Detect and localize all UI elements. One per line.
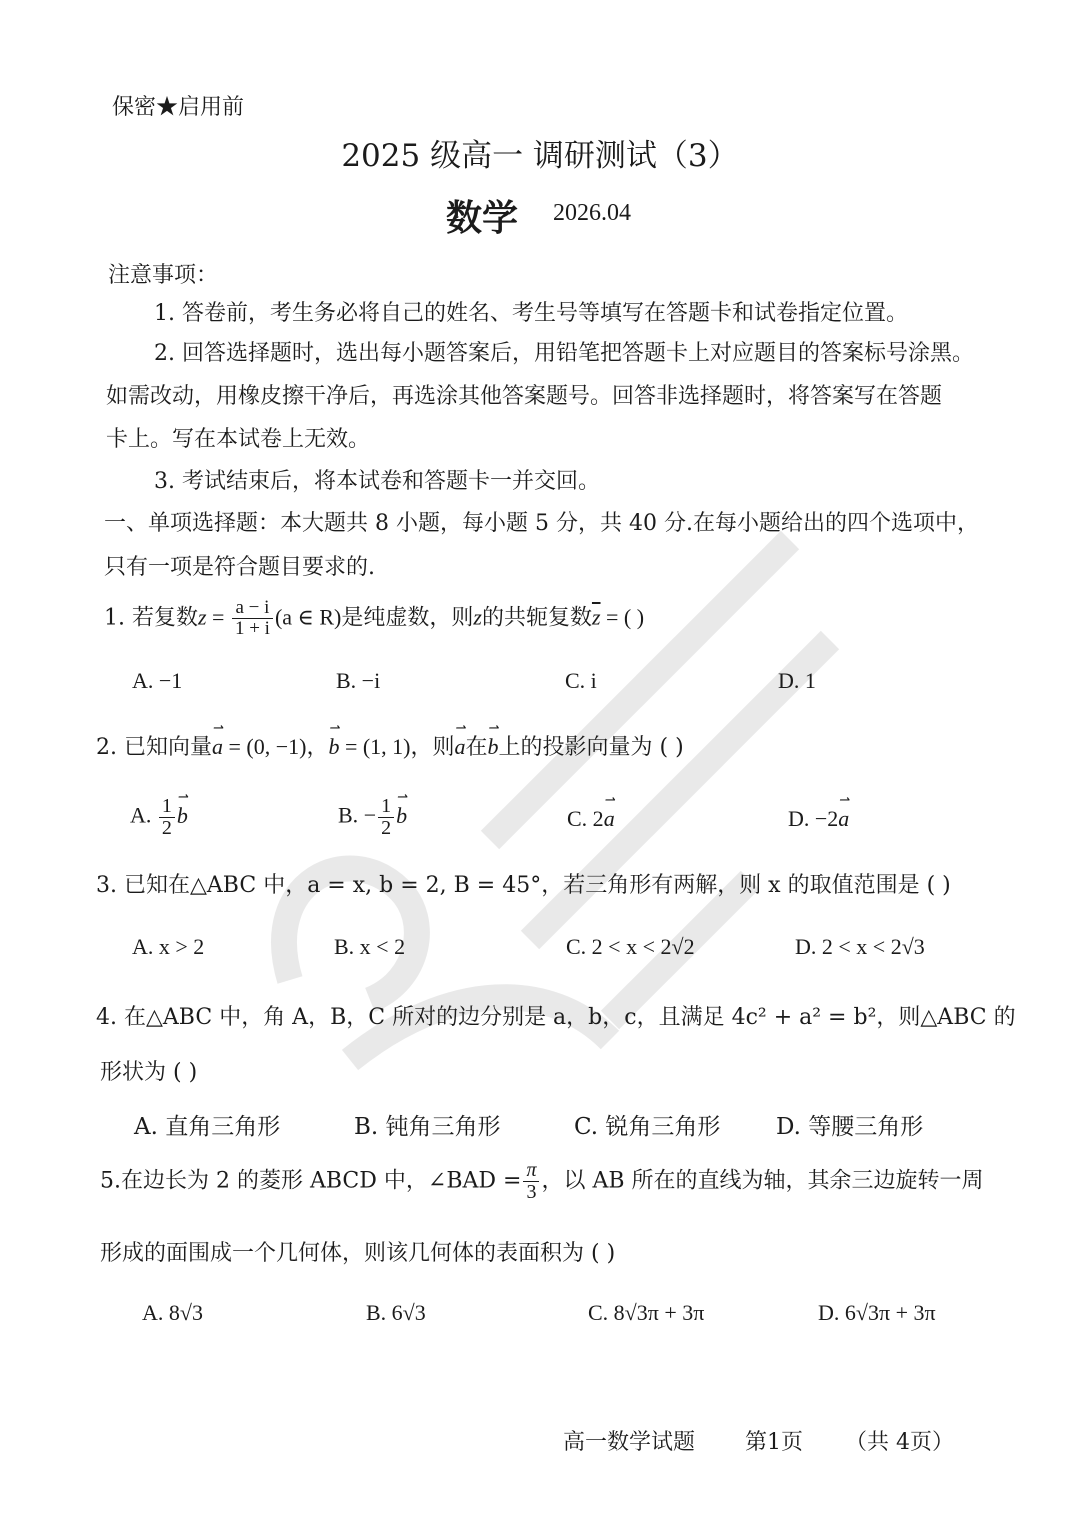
q1-zbar: $\overline{z}$	[591, 604, 601, 630]
q5-option-d: D. 6√3π + 3π	[818, 1300, 936, 1325]
q2-b-den: 2	[381, 817, 392, 839]
q3-option-a: A. x > 2	[132, 934, 205, 959]
q1-mid2: 的共轭复数	[481, 605, 592, 631]
footer-page-number: 第1页	[745, 1430, 803, 1455]
q2-vector-a: ⇀ a	[212, 734, 223, 760]
q2-a-label: A.	[130, 802, 152, 828]
q4-option-a: A. 直角三角形	[134, 1114, 281, 1140]
q1-option-b: B. −i	[336, 668, 381, 693]
q2-tail: 上的投影向量为 ( )	[498, 735, 684, 760]
q2-prefix: 2. 已知向量	[96, 735, 212, 760]
notes-heading: 注意事项：	[108, 263, 219, 288]
q2-b-vector: ⇀ b	[396, 803, 407, 829]
q5-denominator: 3	[526, 1181, 537, 1203]
q1-tail: = ( )	[600, 604, 645, 630]
q4-option-d: D. 等腰三角形	[776, 1114, 924, 1140]
note-item-2-line-3: 卡上。写在本试卷上无效。	[106, 427, 371, 452]
question-5-line-2: 形成的面围成一个几何体，则该几何体的表面积为 ( )	[100, 1241, 616, 1266]
q1-eq: =	[206, 604, 230, 630]
q5-option-b: B. 6√3	[366, 1300, 426, 1325]
q1-numerator: a − i	[232, 598, 273, 619]
q5-option-c: C. 8√3π + 3π	[588, 1300, 705, 1325]
q5-option-a: A. 8√3	[142, 1300, 203, 1325]
q2-b-label: B.	[338, 802, 359, 828]
confidential-label: 保密★启用前	[112, 95, 245, 120]
q1-condition: (a ∈ R)	[274, 604, 342, 630]
q2-b-value: = (1, 1)，则	[339, 734, 455, 759]
exam-date: 2026.04	[553, 200, 631, 226]
q4-option-c: C. 锐角三角形	[574, 1114, 721, 1140]
q5-prefix: 5.在边长为 2 的菱形 ABCD 中，∠BAD =	[100, 1168, 522, 1194]
q3-option-b: B. x < 2	[334, 934, 406, 959]
q2-a-value: = (0, −1)，	[222, 734, 329, 759]
note-item-2-line-1: 2. 回答选择题时，选出每小题答案后，用铅笔把答题卡上对应题目的答案标号涂黑。	[154, 341, 974, 366]
q5-suffix: ，以 AB 所在的直线为轴，其余三边旋转一周	[541, 1168, 984, 1194]
question-1-stem	[104, 598, 644, 639]
question-3-stem: 3. 已知在△ABC 中，a = x, b = 2, B = 45°，若三角形有两解，则 x 的取值范围是 ( )	[96, 873, 951, 898]
q2-a-den: 2	[161, 817, 172, 839]
q2-c-text: C. 2	[567, 806, 604, 831]
note-item-2-line-2: 如需改动，用橡皮擦干净后，再选涂其他答案题号。回答非选择题时，将答案写在答题	[106, 384, 943, 409]
q2-a-fraction	[159, 796, 175, 839]
question-2-stem	[96, 730, 684, 761]
q4-option-b: B. 钝角三角形	[354, 1114, 501, 1140]
note-item-1: 1. 答卷前，考生务必将自己的姓名、考生号等填写在答题卡和试卷指定位置。	[154, 301, 908, 326]
note-item-3: 3. 考试结束后，将本试卷和答题卡一并交回。	[154, 469, 600, 494]
question-5-line-1	[100, 1160, 984, 1203]
exam-title: 2025 级高一 调研测试（3）	[341, 138, 739, 174]
q2-a-vector: ⇀ b	[177, 803, 188, 829]
q2-option-b	[338, 796, 407, 839]
q2-d-text: D. −2	[788, 806, 839, 831]
q2-option-a	[130, 796, 188, 839]
subject-title: 数学	[446, 197, 519, 239]
q2-b-fraction	[378, 796, 394, 839]
q2-c-vector: ⇀ a	[604, 806, 615, 832]
q2-b-minus: −	[363, 802, 377, 828]
q1-fraction	[232, 598, 273, 639]
q2-b-num: 1	[378, 796, 394, 818]
footer-total-pages: （共 4页）	[845, 1430, 954, 1455]
q1-mid: 是纯虚数，则	[341, 605, 474, 631]
section-heading-line-2: 只有一项是符合题目要求的.	[104, 555, 375, 580]
q5-numerator: π	[523, 1160, 539, 1182]
q2-vector-a-2: ⇀ a	[455, 734, 466, 760]
q3-option-c: C. 2 < x < 2√2	[566, 934, 695, 959]
q2-option-d	[788, 806, 849, 832]
q2-vector-b-2: ⇀ b	[488, 734, 499, 760]
footer-subject: 高一数学试题	[563, 1430, 696, 1455]
q2-a-num: 1	[159, 796, 175, 818]
question-4-line-2: 形状为 ( )	[100, 1060, 198, 1085]
q2-mid: 在	[465, 735, 488, 760]
section-heading-line-1: 一、单项选择题：本大题共 8 小题，每小题 5 分，共 40 分.在每小题给出的四个选项中，	[104, 511, 979, 536]
q1-prefix: 1. 若复数	[104, 605, 198, 631]
q2-d-vector: ⇀ a	[838, 806, 849, 832]
q2-option-c	[567, 806, 615, 832]
q1-denominator: 1 + i	[234, 617, 270, 639]
question-4-line-1: 4. 在△ABC 中，角 A，B，C 所对的边分别是 a，b，c，且满足 4c² + a² = b²，则△ABC 的	[96, 1005, 1016, 1030]
q1-z-2: z	[473, 604, 482, 630]
q5-fraction	[523, 1160, 539, 1203]
q1-option-a: A. −1	[132, 668, 183, 693]
q1-z: z	[197, 604, 207, 630]
q1-option-d: D. 1	[778, 668, 816, 693]
q2-vector-b: ⇀ b	[328, 734, 339, 760]
q1-option-c: C. i	[565, 668, 597, 693]
q3-option-d: D. 2 < x < 2√3	[795, 934, 925, 959]
